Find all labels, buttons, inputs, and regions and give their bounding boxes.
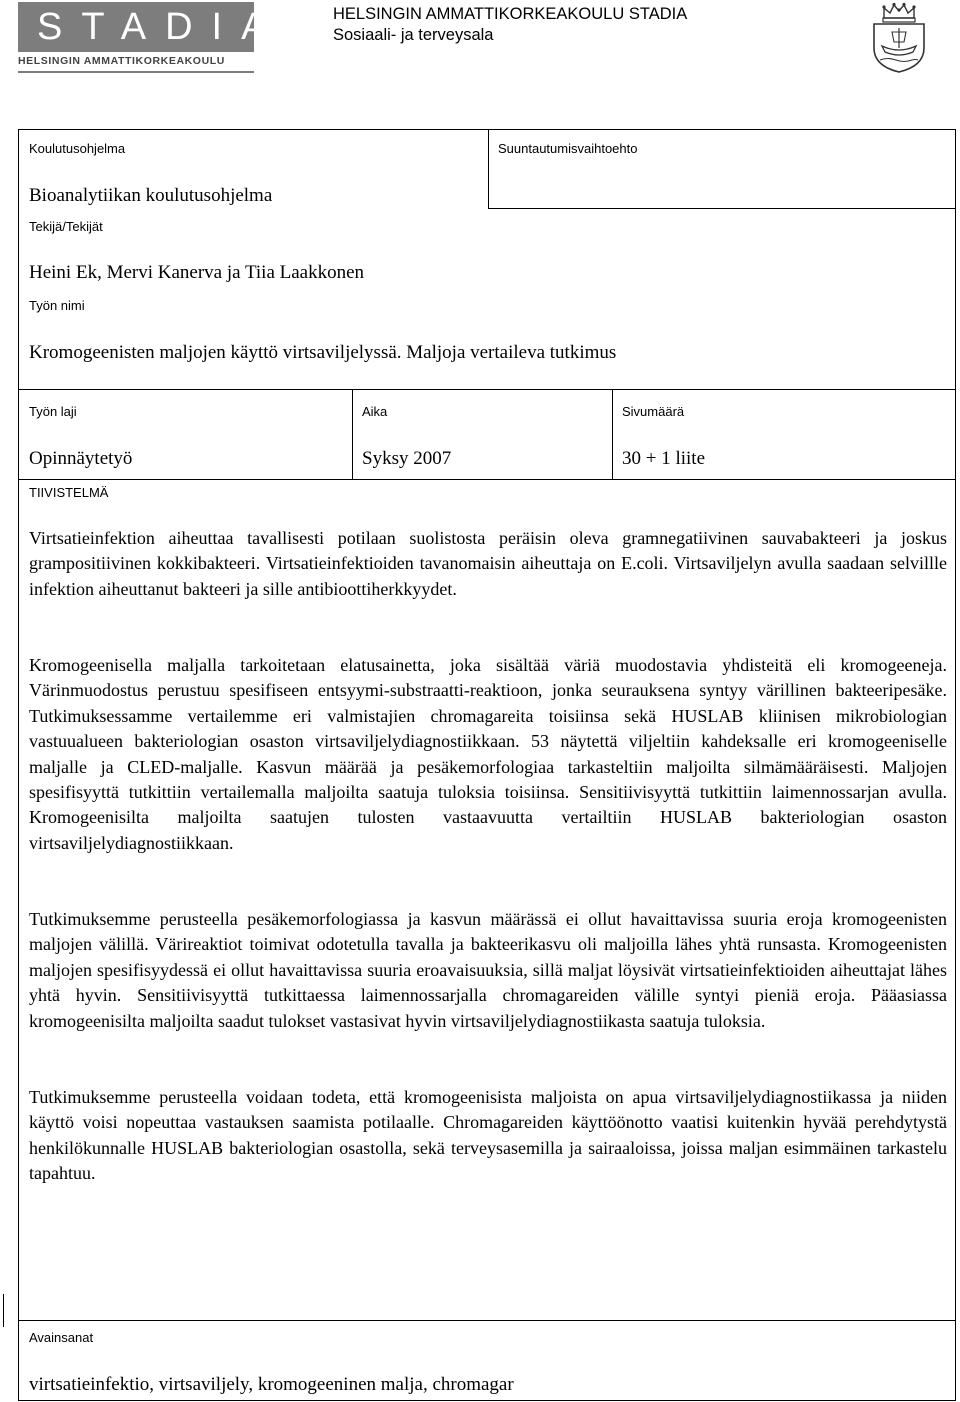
department-name: Sosiaali- ja terveysala (333, 26, 494, 44)
pages-label: Sivumäärä (622, 404, 685, 419)
abstract-paragraph-2: Kromogeenisella maljalla tarkoitetaan elatusainetta, joka sisältää väriä muodostavia yhdisteitä eli kromogeeneja. Värinmuodostus perustuu spesifiseen entsyymi-substraatti-reaktioon, jonka seurauksena syntyy värillinen bakteeripesäke. Tutkimuksessamme vertailemme eri valmistajien chromagareita toisiinsa sekä HUSLAB kliinisen mikrobiologian vastuualueen bakteriologian osaston virtsaviljelydiagnostiikkaan. 53 näytettä viljeltiin kahdeksalle eri kromogeeniselle maljalle ja CLED-maljalle. Kasvun määrää ja pesäkemorfologiaa tarkasteltiin maljoilta silmämääräisesti. Maljojen spesifisyyttä tutkittiin vertailemalla maljoilta saatuja tuloksia toisiinsa. Sensitiivisyyttä tutkittiin laimennossarjan avulla. Kromogeenisilta maljoilta saatujen tulosten vastaavuutta vertailtiin HUSLAB bakteriologian osaston virtsaviljelydiagnostiikkaan. (29, 655, 947, 853)
keywords-label: Avainsanat (29, 1330, 94, 1345)
program-label: Koulutusohjelma (29, 141, 126, 156)
keywords-value: virtsatieinfektio, virtsaviljely, kromogeeninen malja, chromagar (29, 1374, 514, 1395)
pages-value: 30 + 1 liite (622, 448, 706, 469)
time-label: Aika (362, 404, 388, 419)
time-value: Syksy 2007 (362, 448, 452, 469)
abstract-heading: TIIVISTELMÄ (29, 485, 109, 500)
divider-abstract-bottom (19, 1320, 956, 1321)
title-label: Työn nimi (29, 298, 85, 313)
abstract-paragraph-1: Virtsatieinfektion aiheuttaa tavallisesti potilaan suolistosta peräisin oleva gramnegatiivinen sauvabakteeri ja joskus grampositiivinen kokkibakteeri. Virtsatieinfektioiden tavanomaisin aiheuttaja on E.coli. Virtsaviljelyn avulla saadaan selvillle infektion aiheuttanut bakteeri ja sille antibioottiherkkyydet. (29, 528, 947, 599)
divider-meta-bottom (19, 479, 956, 480)
institution-name: HELSINGIN AMMATTIKORKEAKOULU STADIA (333, 5, 688, 23)
stadia-logo (18, 2, 286, 78)
logo-wordmark: STADIA (37, 6, 286, 48)
authors-value: Heini Ek, Mervi Kanerva ja Tiia Laakkonen (29, 262, 365, 283)
coat-of-arms-icon (868, 2, 930, 74)
divider-time-pages (612, 389, 613, 480)
header-text (333, 4, 687, 46)
type-value: Opinnäytetyö (29, 448, 133, 469)
authors-label: Tekijä/Tekijät (29, 219, 103, 234)
logo-subtitle: HELSINGIN AMMATTIKORKEAKOULU (18, 55, 225, 67)
abstract-paragraph-4: Tutkimuksemme perusteella voidaan todeta, että kromogeenisista maljoista on apua virtsaviljelydiagnostiikassa ja niiden käyttö voisi nopeuttaa vastauksen saamista potilaalle. Chromagareiden käyttöönotto vaatisi kuitenkin hyvää perehdytystä henkilökunnalle HUSLAB bakteriologian osastolla, sekä terveysasemilla ja sairaaloissa, joissa maljan esimmäinen tarkastelu tapahtuu. (29, 1087, 947, 1184)
divider-title-bottom (19, 389, 956, 390)
program-value: Bioanalytiikan koulutusohjelma (29, 185, 273, 206)
divider-type-time (352, 389, 353, 480)
margin-mark (3, 1294, 4, 1327)
type-label: Työn laji (29, 404, 77, 419)
specialization-label: Suuntautumisvaihtoehto (498, 141, 638, 156)
divider-specialization-bottom (488, 208, 956, 209)
abstract-paragraph-3: Tutkimuksemme perusteella pesäkemorfologiassa ja kasvun määrässä ei ollut havaittavissa suuria eroja kromogeenisten maljojen välillä. Värireaktiot toimivat odotetulla tavalla ja bakteerikasvu oli maljoilla lähes yhtä runsasta. Kromogeenisten maljojen spesifisyydessä ei ollut havaittavissa suuria eroavaisuuksia, sillä maljat löysivät virtsatieinfektioiden aiheuttajat lähes yhtä hyvin. Sensitiivisyyttä tutkittaessa laimennossarjalla chromagareiden välille syntyi pieniä eroja. Pääasiassa kromogeenisilta maljoilta saadut tulokset vastasivat hyvin virtsaviljelydiagnostiikasta saatuja tuloksia. (29, 909, 947, 1031)
title-value: Kromogeenisten maljojen käyttö virtsaviljelyssä. Maljoja vertaileva tutkimus (29, 342, 617, 363)
divider-vertical-program (488, 130, 489, 209)
logo-underline (18, 71, 254, 73)
